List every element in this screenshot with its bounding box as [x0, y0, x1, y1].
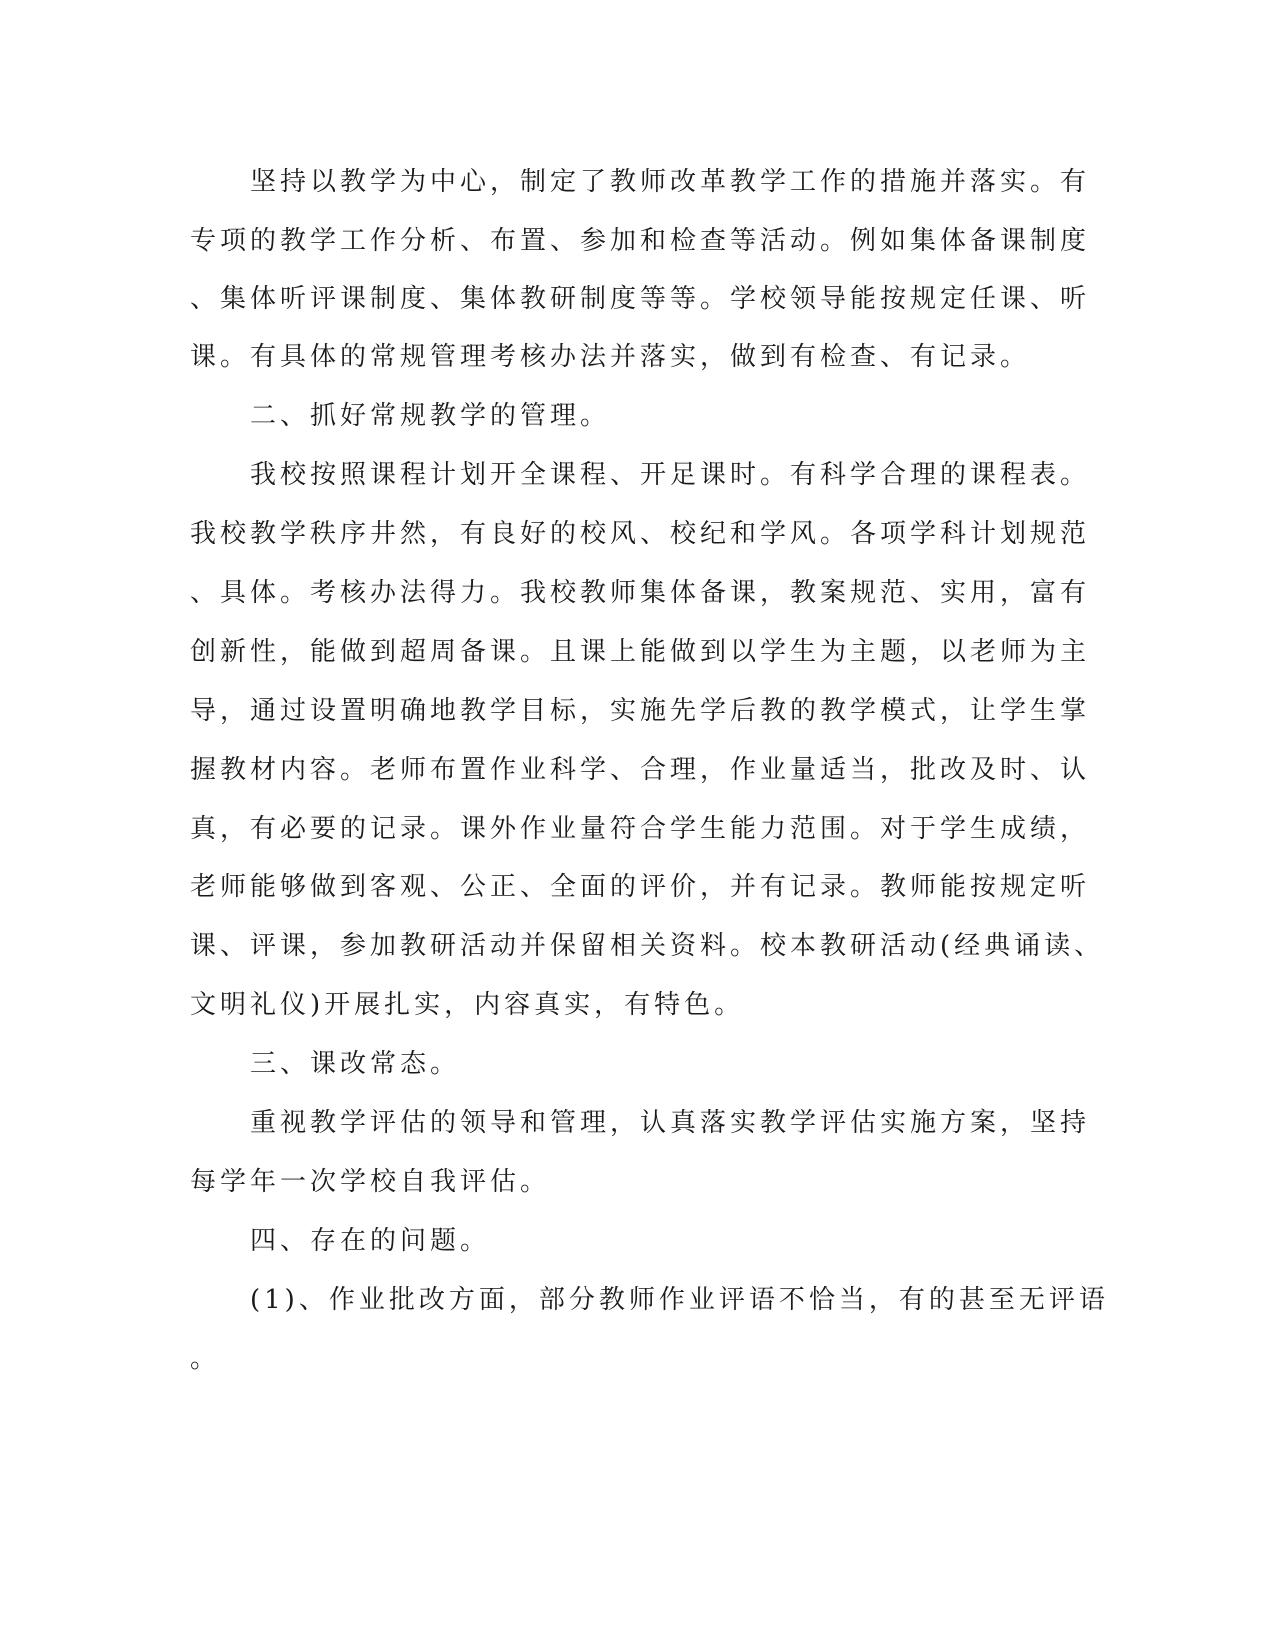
text-line: (1)、作业批改方面，部分教师作业评语不恰当，有的甚至无评语 [190, 1285, 1109, 1315]
text-line: 我校教学秩序井然，有良好的校风、校纪和学风。各项学科计划规范 [190, 519, 1091, 549]
text-line: 创新性，能做到超周备课。且课上能做到以学生为主题，以老师为主 [190, 637, 1091, 667]
text-line: 导，通过设置明确地教学目标，实施先学后教的教学模式，让学生掌 [190, 696, 1091, 726]
section-heading: 二、抓好常规教学的管理。 [190, 401, 611, 431]
section-heading: 三、课改常态。 [190, 1049, 461, 1079]
text-line: 。 [190, 1344, 221, 1374]
text-line: 重视教学评估的领导和管理，认真落实教学评估实施方案，坚持 [190, 1108, 1091, 1138]
section-heading: 四、存在的问题。 [190, 1226, 491, 1256]
text-line: 、集体听评课制度、集体教研制度等等。学校领导能按规定任课、听 [190, 284, 1091, 314]
text-line: 我校按照课程计划开全课程、开足课时。有科学合理的课程表。 [190, 460, 1091, 490]
text-line: 坚持以教学为中心，制定了教师改革教学工作的措施并落实。有 [190, 167, 1091, 197]
text-line: 真，有必要的记录。课外作业量符合学生能力范围。对于学生成绩， [190, 814, 1091, 844]
text-line: 老师能够做到客观、公正、全面的评价，并有记录。教师能按规定听 [190, 872, 1091, 902]
text-line: 文明礼仪)开展扎实，内容真实，有特色。 [190, 990, 745, 1020]
text-line: 课。有具体的常规管理考核办法并落实，做到有检查、有记录。 [190, 342, 1031, 372]
text-line: 握教材内容。老师布置作业科学、合理，作业量适当，批改及时、认 [190, 755, 1091, 785]
text-line: 专项的教学工作分析、布置、参加和检查等活动。例如集体备课制度 [190, 226, 1091, 256]
text-line: 课、评课，参加教研活动并保留相关资料。校本教研活动(经典诵读、 [190, 931, 1105, 961]
text-line: 每学年一次学校自我评估。 [190, 1167, 551, 1197]
text-line: 、具体。考核办法得力。我校教师集体备课，教案规范、实用，富有 [190, 578, 1091, 608]
